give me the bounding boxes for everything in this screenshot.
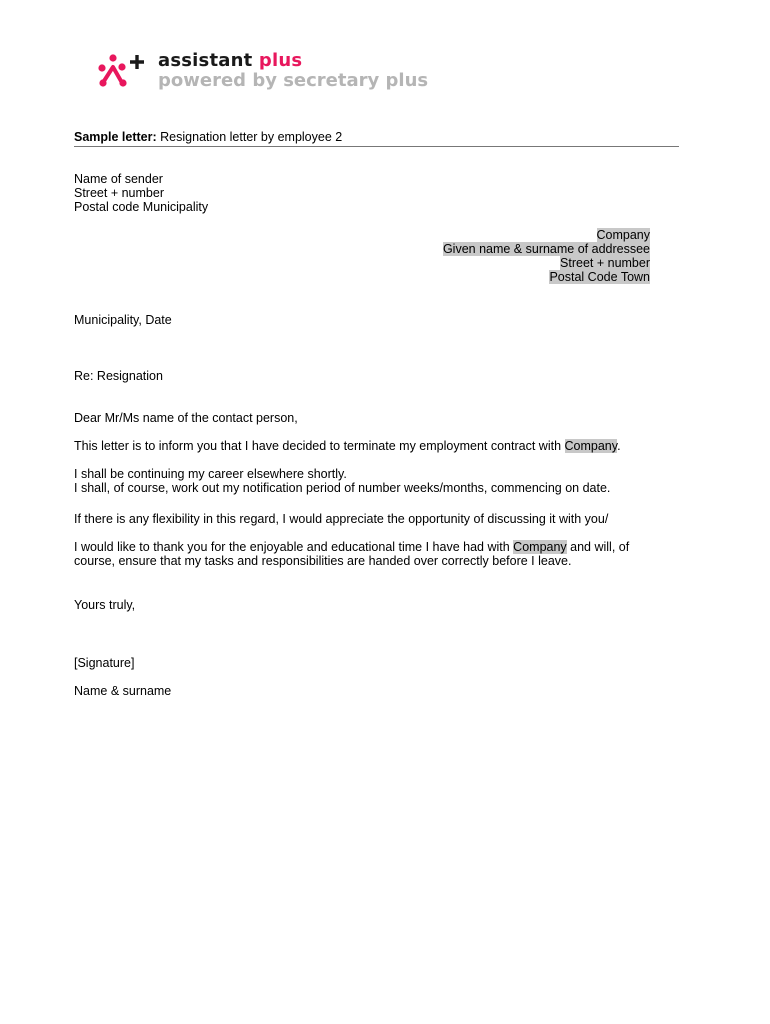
body-paragraph-1: [74, 439, 674, 453]
sender-name: Name of sender: [74, 172, 163, 186]
logo-brand-word1: assistant: [158, 50, 253, 71]
body-paragraph-2: [74, 467, 674, 495]
body-paragraph-4: [74, 540, 674, 568]
assistant-plus-logo-icon: [92, 50, 152, 90]
p4-company: Company: [513, 540, 567, 554]
document-title-label: Sample letter:: [74, 130, 157, 144]
salutation: Dear Mr/Ms name of the contact person,: [74, 411, 298, 425]
addressee-address: [443, 228, 650, 284]
addressee-postal: Postal Code Town: [549, 270, 650, 284]
p1-text: This letter is to inform you that I have decided to terminate my employment contract with: [74, 439, 565, 453]
p3-text: If there is any flexibility in this regard, I would appreciate the opportunity of discussing it with you/: [74, 512, 609, 526]
sender-postal: Postal code Municipality: [74, 200, 209, 214]
p4-text: I would like to thank you for the enjoyable and educational time I have had with: [74, 540, 514, 554]
p4-line2: course, ensure that my tasks and responsibilities are handed over correctly before I leave.: [74, 554, 572, 568]
p1-end: .: [617, 439, 621, 453]
signoff-name: Name & surname: [74, 684, 172, 698]
sender-address: [74, 172, 208, 214]
document-title: [74, 130, 679, 147]
p1-company: Company: [564, 439, 618, 453]
p4-end: and will, of: [566, 540, 630, 554]
logo-tagline: powered by secretary plus: [158, 70, 429, 91]
sender-street: Street + number: [74, 186, 164, 200]
body-paragraph-3: [74, 512, 674, 526]
document-title-text: Resignation letter by employee 2: [160, 130, 343, 144]
p2-line2: I shall, of course, work out my notification period of number weeks/months, commencing on date.: [74, 481, 611, 495]
logo-brand-word2: plus: [258, 50, 303, 71]
company-logo: [92, 50, 432, 100]
subject-line: Re: Resignation: [74, 369, 163, 383]
addressee-company: Company: [596, 228, 650, 242]
signature-placeholder: [Signature]: [74, 656, 135, 670]
addressee-name: Given name & surname of addressee: [442, 242, 650, 256]
addressee-street: Street + number: [560, 256, 650, 270]
place-date: Municipality, Date: [74, 313, 172, 327]
p2-line1: I shall be continuing my career elsewhere shortly.: [74, 467, 347, 481]
closing: Yours truly,: [74, 598, 136, 612]
logo-brand-name: [158, 51, 302, 71]
